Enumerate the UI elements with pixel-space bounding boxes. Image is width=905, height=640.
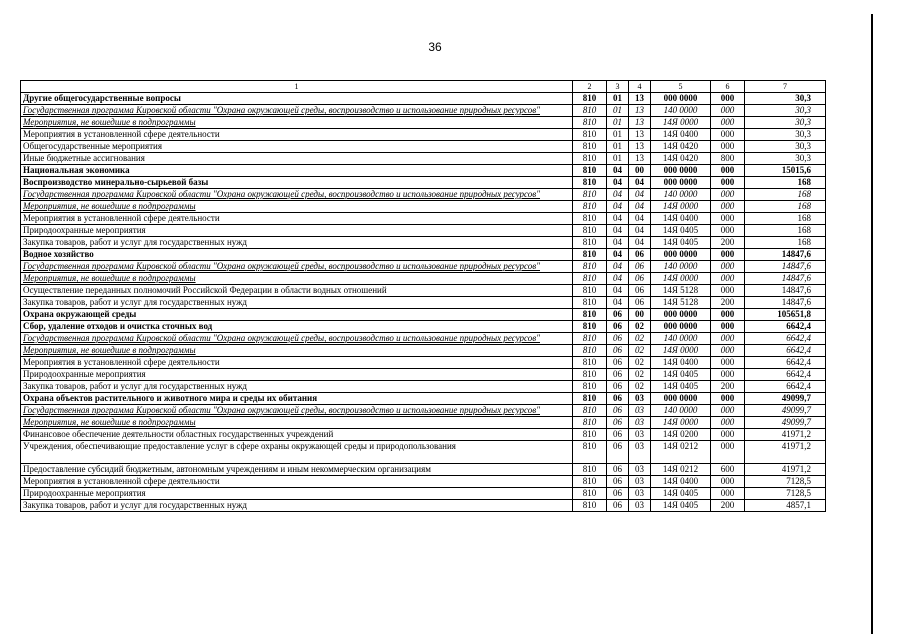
expense-type-cell: 000 <box>711 273 745 285</box>
expense-type-cell: 000 <box>711 476 745 488</box>
amount-cell: 168 <box>745 189 826 201</box>
ved-code-cell: 810 <box>573 249 607 261</box>
ved-code-cell: 810 <box>573 237 607 249</box>
amount-cell: 14847,6 <box>745 297 826 309</box>
amount-cell: 14847,6 <box>745 261 826 273</box>
amount-cell: 41971,2 <box>745 441 826 464</box>
row-name-cell: Государственная программа Кировской области "Охрана окружающей среды, воспроизводство и использование природных ресурсов" <box>21 261 573 273</box>
ved-code-cell: 810 <box>573 93 607 105</box>
subsection-code-cell: 06 <box>629 249 651 261</box>
header-cell: 4 <box>629 81 651 93</box>
target-article-cell: 14Я 0405 <box>651 369 711 381</box>
ved-code-cell: 810 <box>573 285 607 297</box>
table-row <box>21 285 826 297</box>
target-article-cell: 14Я 5128 <box>651 297 711 309</box>
section-code-cell: 06 <box>607 369 629 381</box>
ved-code-cell: 810 <box>573 393 607 405</box>
section-code-cell: 06 <box>607 393 629 405</box>
subsection-code-cell: 03 <box>629 441 651 464</box>
amount-cell: 7128,5 <box>745 476 826 488</box>
row-name-cell: Мероприятия, не вошедшие в подпрограммы <box>21 117 573 129</box>
amount-cell: 105651,8 <box>745 309 826 321</box>
amount-cell: 168 <box>745 225 826 237</box>
amount-cell: 4857,1 <box>745 500 826 512</box>
amount-cell: 30,3 <box>745 93 826 105</box>
target-article-cell: 140 0000 <box>651 189 711 201</box>
target-article-cell: 14Я 0400 <box>651 129 711 141</box>
row-name-cell: Мероприятия, не вошедшие в подпрограммы <box>21 417 573 429</box>
target-article-cell: 14Я 0400 <box>651 213 711 225</box>
section-code-cell: 01 <box>607 93 629 105</box>
expense-type-cell: 000 <box>711 201 745 213</box>
expense-type-cell: 000 <box>711 488 745 500</box>
table-row <box>21 201 826 213</box>
section-code-cell: 06 <box>607 488 629 500</box>
ved-code-cell: 810 <box>573 441 607 464</box>
ved-code-cell: 810 <box>573 297 607 309</box>
target-article-cell: 14Я 0420 <box>651 141 711 153</box>
target-article-cell: 140 0000 <box>651 333 711 345</box>
table-row <box>21 105 826 117</box>
target-article-cell: 14Я 0405 <box>651 237 711 249</box>
row-name-cell: Закупка товаров, работ и услуг для государственных нужд <box>21 381 573 393</box>
row-name-cell: Мероприятия, не вошедшие в подпрограммы <box>21 273 573 285</box>
table-row <box>21 381 826 393</box>
page-edge-rule <box>871 14 873 634</box>
section-code-cell: 06 <box>607 464 629 476</box>
subsection-code-cell: 04 <box>629 237 651 249</box>
row-name-cell: Охрана окружающей среды <box>21 309 573 321</box>
table-row <box>21 93 826 105</box>
amount-cell: 49099,7 <box>745 417 826 429</box>
section-code-cell: 04 <box>607 165 629 177</box>
section-code-cell: 06 <box>607 500 629 512</box>
section-code-cell: 06 <box>607 357 629 369</box>
subsection-code-cell: 02 <box>629 381 651 393</box>
section-code-cell: 04 <box>607 297 629 309</box>
expense-type-cell: 200 <box>711 500 745 512</box>
header-cell: 7 <box>745 81 826 93</box>
target-article-cell: 14Я 0000 <box>651 345 711 357</box>
table-row <box>21 429 826 441</box>
subsection-code-cell: 13 <box>629 105 651 117</box>
expense-type-cell: 000 <box>711 309 745 321</box>
row-name-cell: Финансовое обеспечение деятельности областных государственных учреждений <box>21 429 573 441</box>
header-row <box>21 81 826 93</box>
table-row <box>21 369 826 381</box>
subsection-code-cell: 03 <box>629 476 651 488</box>
amount-cell: 168 <box>745 237 826 249</box>
target-article-cell: 14Я 0000 <box>651 417 711 429</box>
target-article-cell: 14Я 0000 <box>651 201 711 213</box>
expense-type-cell: 000 <box>711 321 745 333</box>
section-code-cell: 06 <box>607 321 629 333</box>
section-code-cell: 04 <box>607 201 629 213</box>
section-code-cell: 06 <box>607 476 629 488</box>
amount-cell: 41971,2 <box>745 464 826 476</box>
amount-cell: 168 <box>745 201 826 213</box>
target-article-cell: 140 0000 <box>651 261 711 273</box>
subsection-code-cell: 02 <box>629 369 651 381</box>
section-code-cell: 06 <box>607 417 629 429</box>
expense-type-cell: 000 <box>711 333 745 345</box>
section-code-cell: 04 <box>607 261 629 273</box>
target-article-cell: 14Я 0212 <box>651 464 711 476</box>
subsection-code-cell: 03 <box>629 417 651 429</box>
ved-code-cell: 810 <box>573 189 607 201</box>
ved-code-cell: 810 <box>573 345 607 357</box>
target-article-cell: 14Я 0405 <box>651 488 711 500</box>
expense-type-cell: 000 <box>711 393 745 405</box>
expense-type-cell: 000 <box>711 417 745 429</box>
expense-type-cell: 000 <box>711 177 745 189</box>
ved-code-cell: 810 <box>573 153 607 165</box>
subsection-code-cell: 06 <box>629 273 651 285</box>
amount-cell: 6642,4 <box>745 345 826 357</box>
table-row <box>21 441 826 464</box>
table-row <box>21 177 826 189</box>
table-row <box>21 417 826 429</box>
table-row <box>21 261 826 273</box>
expense-type-cell: 000 <box>711 129 745 141</box>
section-code-cell: 04 <box>607 249 629 261</box>
subsection-code-cell: 13 <box>629 117 651 129</box>
ved-code-cell: 810 <box>573 476 607 488</box>
table-row <box>21 357 826 369</box>
ved-code-cell: 810 <box>573 141 607 153</box>
ved-code-cell: 810 <box>573 357 607 369</box>
expense-type-cell: 000 <box>711 93 745 105</box>
header-cell: 2 <box>573 81 607 93</box>
row-name-cell: Природоохранные мероприятия <box>21 225 573 237</box>
subsection-code-cell: 03 <box>629 405 651 417</box>
subsection-code-cell: 00 <box>629 309 651 321</box>
table-row <box>21 141 826 153</box>
ved-code-cell: 810 <box>573 405 607 417</box>
expense-type-cell: 000 <box>711 141 745 153</box>
subsection-code-cell: 13 <box>629 153 651 165</box>
subsection-code-cell: 13 <box>629 129 651 141</box>
table-row <box>21 333 826 345</box>
expense-type-cell: 600 <box>711 464 745 476</box>
expense-type-cell: 200 <box>711 297 745 309</box>
amount-cell: 14847,6 <box>745 285 826 297</box>
target-article-cell: 14Я 0000 <box>651 117 711 129</box>
row-name-cell: Закупка товаров, работ и услуг для государственных нужд <box>21 500 573 512</box>
row-name-cell: Мероприятия в установленной сфере деятельности <box>21 357 573 369</box>
expense-type-cell: 000 <box>711 213 745 225</box>
subsection-code-cell: 03 <box>629 488 651 500</box>
table-row <box>21 117 826 129</box>
row-name-cell: Водное хозяйство <box>21 249 573 261</box>
subsection-code-cell: 03 <box>629 429 651 441</box>
subsection-code-cell: 03 <box>629 500 651 512</box>
target-article-cell: 000 0000 <box>651 93 711 105</box>
section-code-cell: 01 <box>607 141 629 153</box>
table-row <box>21 129 826 141</box>
target-article-cell: 14Я 0405 <box>651 225 711 237</box>
target-article-cell: 14Я 0212 <box>651 441 711 464</box>
row-name-cell: Иные бюджетные ассигнования <box>21 153 573 165</box>
ved-code-cell: 810 <box>573 261 607 273</box>
subsection-code-cell: 02 <box>629 333 651 345</box>
amount-cell: 6642,4 <box>745 381 826 393</box>
expense-type-cell: 200 <box>711 381 745 393</box>
target-article-cell: 000 0000 <box>651 321 711 333</box>
section-code-cell: 01 <box>607 153 629 165</box>
subsection-code-cell: 03 <box>629 393 651 405</box>
expense-type-cell: 000 <box>711 369 745 381</box>
ved-code-cell: 810 <box>573 213 607 225</box>
subsection-code-cell: 02 <box>629 321 651 333</box>
row-name-cell: Предоставление субсидий бюджетным, автономным учреждениям и иным некоммерческим организациям <box>21 464 573 476</box>
amount-cell: 6642,4 <box>745 333 826 345</box>
subsection-code-cell: 02 <box>629 345 651 357</box>
header-cell: 5 <box>651 81 711 93</box>
section-code-cell: 01 <box>607 117 629 129</box>
section-code-cell: 04 <box>607 225 629 237</box>
ved-code-cell: 810 <box>573 273 607 285</box>
subsection-code-cell: 04 <box>629 177 651 189</box>
amount-cell: 30,3 <box>745 141 826 153</box>
section-code-cell: 04 <box>607 285 629 297</box>
section-code-cell: 04 <box>607 273 629 285</box>
section-code-cell: 01 <box>607 129 629 141</box>
header-cell: 3 <box>607 81 629 93</box>
row-name-cell: Учреждения, обеспечивающие предоставление услуг в сфере охраны окружающей среды и природопользования <box>21 441 573 464</box>
section-code-cell: 04 <box>607 177 629 189</box>
row-name-cell: Мероприятия, не вошедшие в подпрограммы <box>21 345 573 357</box>
section-code-cell: 06 <box>607 309 629 321</box>
row-name-cell: Другие общегосударственные вопросы <box>21 93 573 105</box>
expense-type-cell: 000 <box>711 225 745 237</box>
expense-type-cell: 000 <box>711 429 745 441</box>
ved-code-cell: 810 <box>573 417 607 429</box>
table-row <box>21 500 826 512</box>
expense-type-cell: 000 <box>711 357 745 369</box>
row-name-cell: Государственная программа Кировской области "Охрана окружающей среды, воспроизводство и использование природных ресурсов" <box>21 189 573 201</box>
table-row <box>21 297 826 309</box>
table-row <box>21 153 826 165</box>
ved-code-cell: 810 <box>573 381 607 393</box>
expense-type-cell: 000 <box>711 441 745 464</box>
header-cell: 1 <box>21 81 573 93</box>
row-name-cell: Мероприятия в установленной сфере деятельности <box>21 129 573 141</box>
row-name-cell: Природоохранные мероприятия <box>21 488 573 500</box>
target-article-cell: 000 0000 <box>651 309 711 321</box>
row-name-cell: Государственная программа Кировской области "Охрана окружающей среды, воспроизводство и использование природных ресурсов" <box>21 105 573 117</box>
expense-type-cell: 000 <box>711 189 745 201</box>
ved-code-cell: 810 <box>573 309 607 321</box>
table-row <box>21 249 826 261</box>
table-row <box>21 225 826 237</box>
subsection-code-cell: 02 <box>629 357 651 369</box>
expense-type-cell: 000 <box>711 165 745 177</box>
subsection-code-cell: 04 <box>629 225 651 237</box>
ved-code-cell: 810 <box>573 369 607 381</box>
target-article-cell: 14Я 0405 <box>651 500 711 512</box>
amount-cell: 41971,2 <box>745 429 826 441</box>
subsection-code-cell: 06 <box>629 261 651 273</box>
subsection-code-cell: 13 <box>629 141 651 153</box>
subsection-code-cell: 04 <box>629 201 651 213</box>
row-name-cell: Национальная экономика <box>21 165 573 177</box>
target-article-cell: 14Я 0420 <box>651 153 711 165</box>
table-row <box>21 476 826 488</box>
table-row <box>21 273 826 285</box>
row-name-cell: Осуществление переданных полномочий Российской Федерации в области водных отношений <box>21 285 573 297</box>
table-row <box>21 345 826 357</box>
amount-cell: 15015,6 <box>745 165 826 177</box>
expense-type-cell: 000 <box>711 405 745 417</box>
ved-code-cell: 810 <box>573 464 607 476</box>
row-name-cell: Природоохранные мероприятия <box>21 369 573 381</box>
section-code-cell: 04 <box>607 237 629 249</box>
row-name-cell: Закупка товаров, работ и услуг для государственных нужд <box>21 237 573 249</box>
target-article-cell: 14Я 0400 <box>651 357 711 369</box>
section-code-cell: 01 <box>607 105 629 117</box>
target-article-cell: 000 0000 <box>651 249 711 261</box>
table-row <box>21 405 826 417</box>
subsection-code-cell: 04 <box>629 213 651 225</box>
target-article-cell: 14Я 0405 <box>651 381 711 393</box>
amount-cell: 30,3 <box>745 153 826 165</box>
subsection-code-cell: 13 <box>629 93 651 105</box>
ved-code-cell: 810 <box>573 129 607 141</box>
section-code-cell: 04 <box>607 189 629 201</box>
page-number: 36 <box>428 40 442 54</box>
row-name-cell: Государственная программа Кировской области "Охрана окружающей среды, воспроизводство и использование природных ресурсов" <box>21 333 573 345</box>
ved-code-cell: 810 <box>573 333 607 345</box>
amount-cell: 7128,5 <box>745 488 826 500</box>
row-name-cell: Государственная программа Кировской области "Охрана окружающей среды, воспроизводство и использование природных ресурсов" <box>21 405 573 417</box>
amount-cell: 14847,6 <box>745 273 826 285</box>
subsection-code-cell: 06 <box>629 285 651 297</box>
section-code-cell: 06 <box>607 381 629 393</box>
ved-code-cell: 810 <box>573 117 607 129</box>
section-code-cell: 06 <box>607 405 629 417</box>
target-article-cell: 140 0000 <box>651 405 711 417</box>
amount-cell: 6642,4 <box>745 369 826 381</box>
amount-cell: 49099,7 <box>745 405 826 417</box>
target-article-cell: 140 0000 <box>651 105 711 117</box>
section-code-cell: 06 <box>607 429 629 441</box>
ved-code-cell: 810 <box>573 429 607 441</box>
ved-code-cell: 810 <box>573 177 607 189</box>
ved-code-cell: 810 <box>573 321 607 333</box>
row-name-cell: Мероприятия в установленной сфере деятельности <box>21 476 573 488</box>
expense-type-cell: 000 <box>711 117 745 129</box>
subsection-code-cell: 03 <box>629 464 651 476</box>
subsection-code-cell: 00 <box>629 165 651 177</box>
table-row <box>21 213 826 225</box>
section-code-cell: 04 <box>607 213 629 225</box>
ved-code-cell: 810 <box>573 488 607 500</box>
ved-code-cell: 810 <box>573 201 607 213</box>
row-name-cell: Мероприятия в установленной сфере деятельности <box>21 213 573 225</box>
table-row <box>21 464 826 476</box>
row-name-cell: Мероприятия, не вошедшие в подпрограммы <box>21 201 573 213</box>
amount-cell: 6642,4 <box>745 357 826 369</box>
ved-code-cell: 810 <box>573 225 607 237</box>
row-name-cell: Сбор, удаление отходов и очистка сточных вод <box>21 321 573 333</box>
row-name-cell: Общегосударственные мероприятия <box>21 141 573 153</box>
expense-type-cell: 000 <box>711 105 745 117</box>
subsection-code-cell: 04 <box>629 189 651 201</box>
expense-type-cell: 800 <box>711 153 745 165</box>
ved-code-cell: 810 <box>573 165 607 177</box>
amount-cell: 30,3 <box>745 117 826 129</box>
budget-table <box>20 80 826 512</box>
target-article-cell: 14Я 0400 <box>651 476 711 488</box>
section-code-cell: 06 <box>607 333 629 345</box>
amount-cell: 30,3 <box>745 105 826 117</box>
header-cell: 6 <box>711 81 745 93</box>
target-article-cell: 14Я 5128 <box>651 285 711 297</box>
subsection-code-cell: 06 <box>629 297 651 309</box>
target-article-cell: 000 0000 <box>651 165 711 177</box>
amount-cell: 168 <box>745 177 826 189</box>
target-article-cell: 14Я 0000 <box>651 273 711 285</box>
table-row <box>21 237 826 249</box>
section-code-cell: 06 <box>607 345 629 357</box>
expense-type-cell: 000 <box>711 249 745 261</box>
expense-type-cell: 200 <box>711 237 745 249</box>
ved-code-cell: 810 <box>573 500 607 512</box>
row-name-cell: Охрана объектов растительного и животного мира и среды их обитания <box>21 393 573 405</box>
table-row <box>21 393 826 405</box>
table-row <box>21 309 826 321</box>
amount-cell: 14847,6 <box>745 249 826 261</box>
table-row <box>21 165 826 177</box>
expense-type-cell: 000 <box>711 285 745 297</box>
table-row <box>21 488 826 500</box>
target-article-cell: 000 0000 <box>651 177 711 189</box>
expense-type-cell: 000 <box>711 261 745 273</box>
amount-cell: 30,3 <box>745 129 826 141</box>
target-article-cell: 000 0000 <box>651 393 711 405</box>
section-code-cell: 06 <box>607 441 629 464</box>
target-article-cell: 14Я 0200 <box>651 429 711 441</box>
table-row <box>21 189 826 201</box>
row-name-cell: Закупка товаров, работ и услуг для государственных нужд <box>21 297 573 309</box>
row-name-cell: Воспроизводство минерально-сырьевой базы <box>21 177 573 189</box>
amount-cell: 168 <box>745 213 826 225</box>
expense-type-cell: 000 <box>711 345 745 357</box>
amount-cell: 6642,4 <box>745 321 826 333</box>
ved-code-cell: 810 <box>573 105 607 117</box>
table-row <box>21 321 826 333</box>
amount-cell: 49099,7 <box>745 393 826 405</box>
